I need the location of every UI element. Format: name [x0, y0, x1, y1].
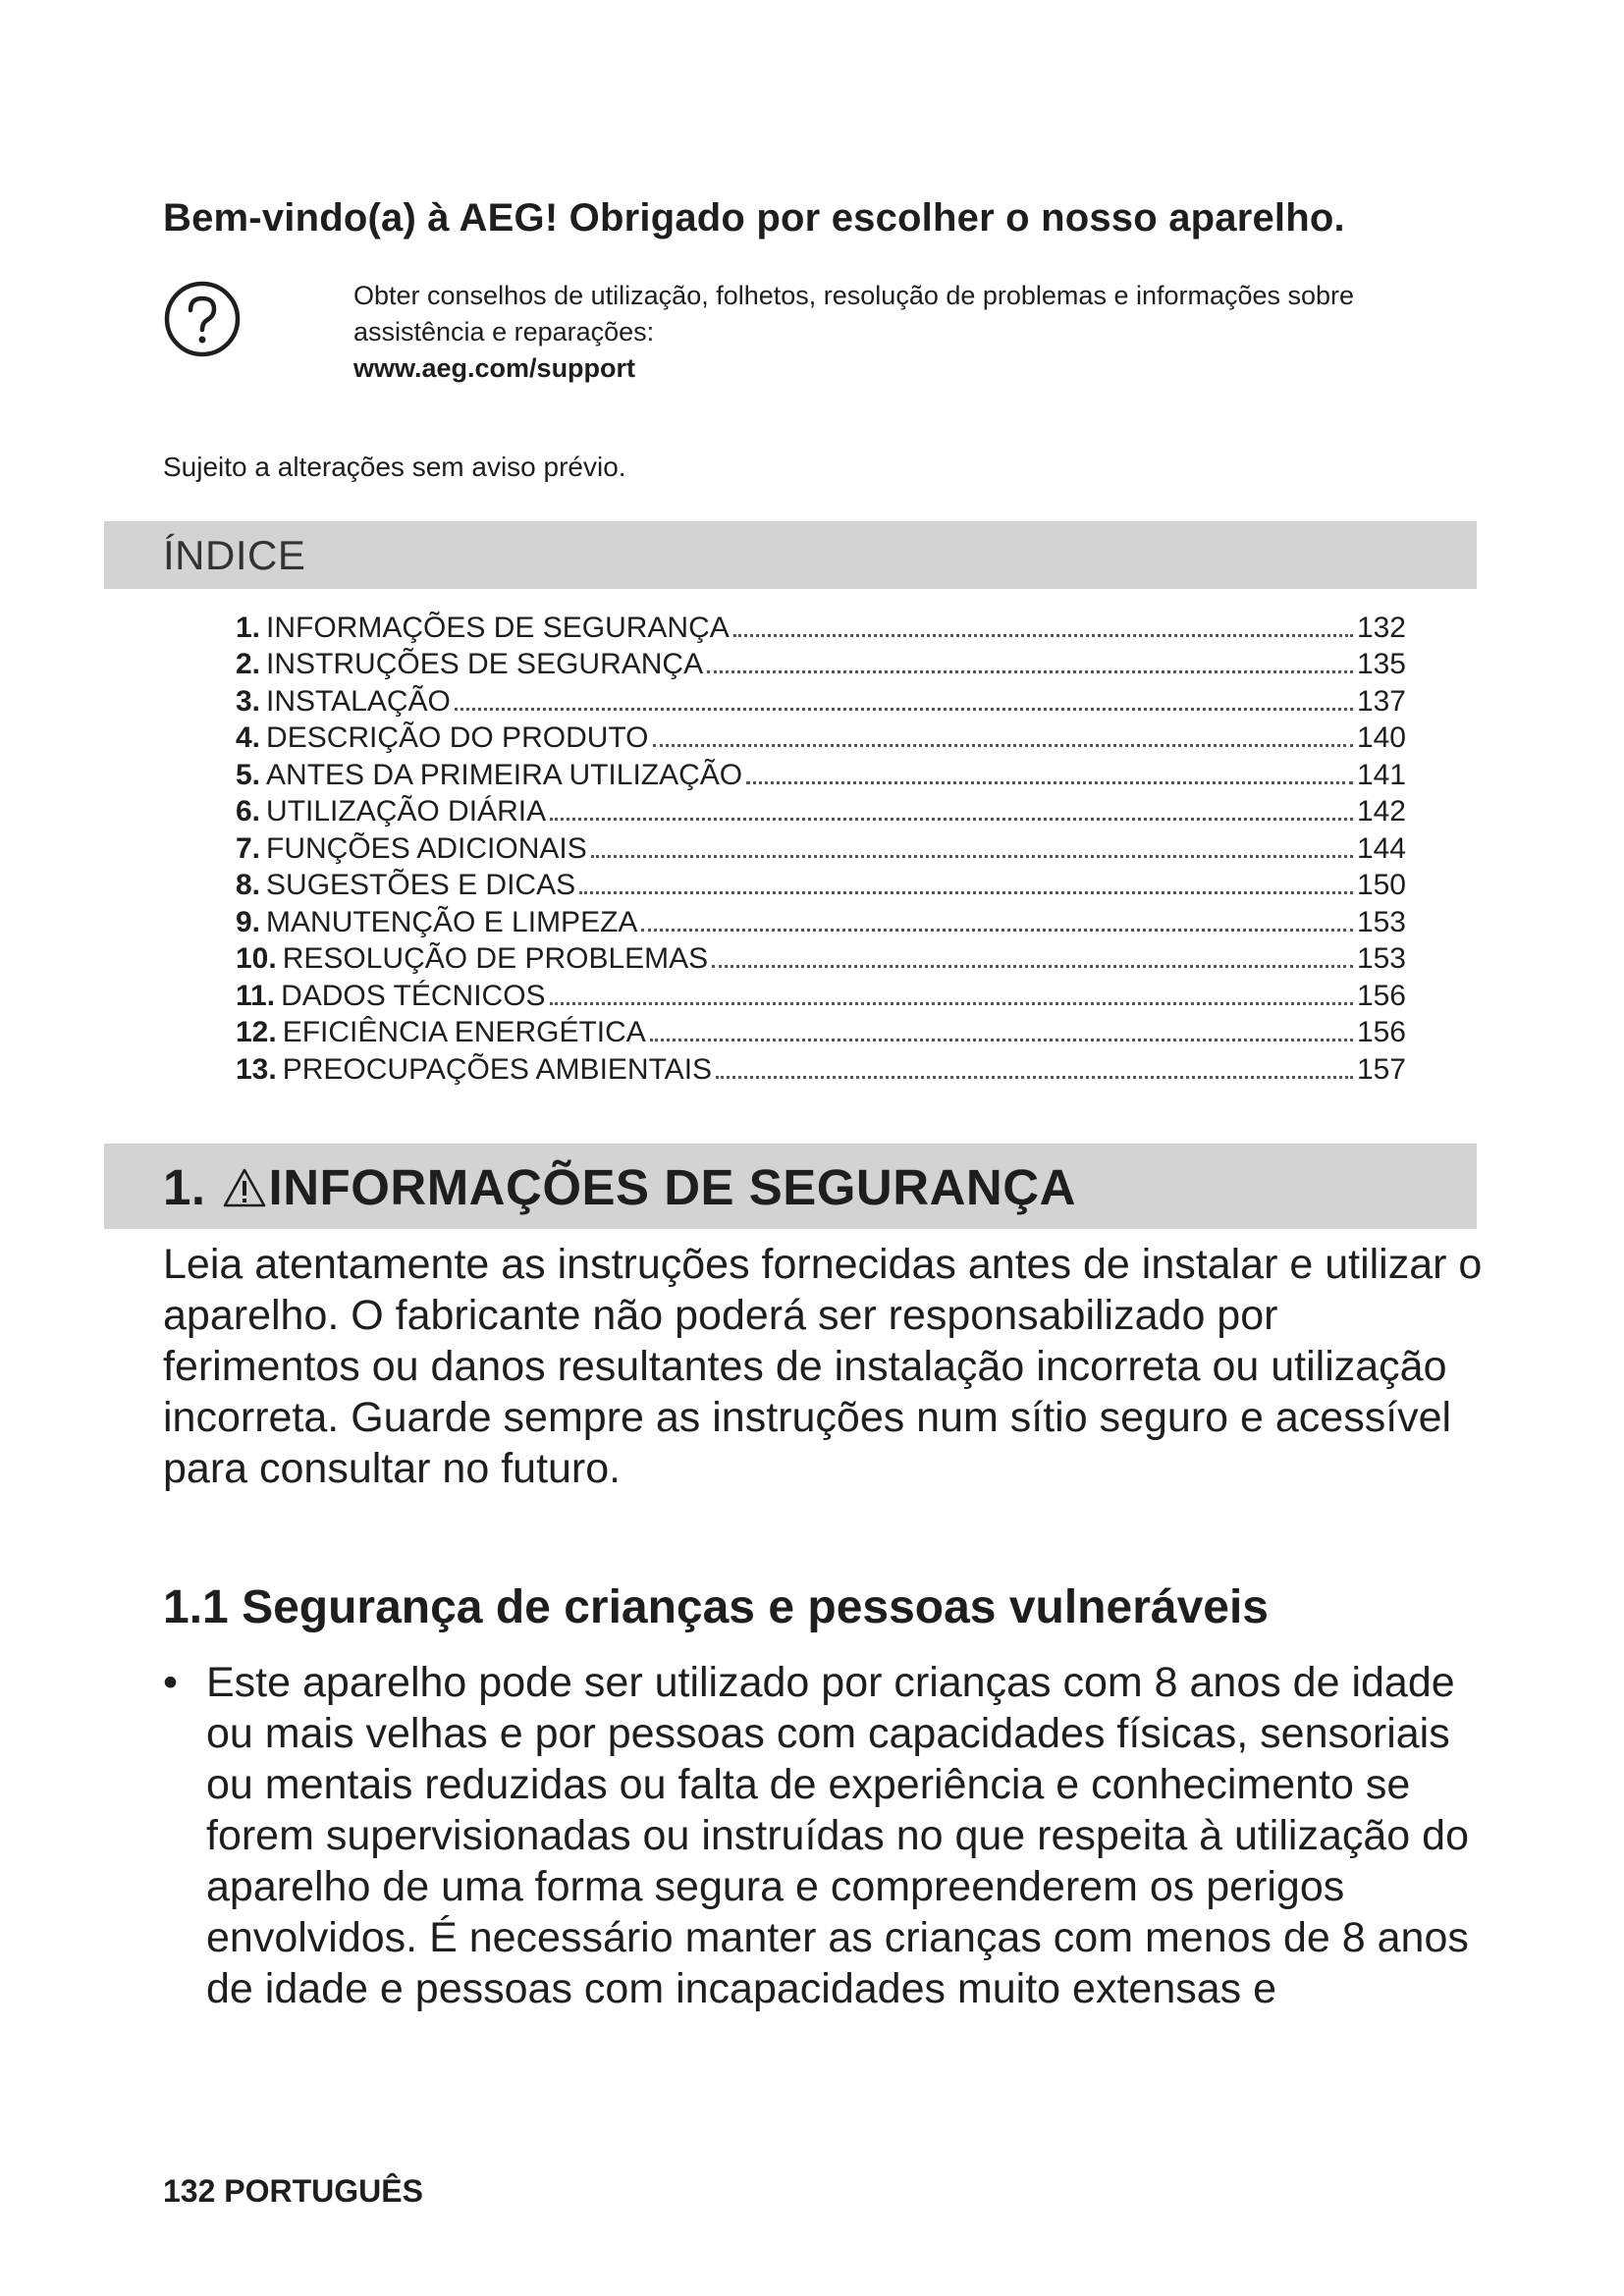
toc-leader — [712, 965, 1353, 968]
section-title — [163, 1158, 1076, 1216]
toc-entry[interactable] — [236, 682, 1406, 720]
toc-page: 144 — [1356, 831, 1406, 865]
question-circle-icon — [163, 280, 242, 358]
toc-leader — [653, 744, 1353, 747]
toc-label: INFORMAÇÕES DE SEGURANÇA — [266, 611, 730, 644]
section-title-text: INFORMAÇÕES DE SEGURANÇA — [268, 1159, 1076, 1215]
toc-number: 1. — [236, 611, 261, 644]
toc-label: DADOS TÉCNICOS — [281, 979, 546, 1012]
toc-page: 156 — [1356, 1016, 1406, 1048]
section-number: 1. — [163, 1159, 206, 1215]
toc-page: 153 — [1356, 942, 1406, 975]
change-notice: Sujeito a alterações sem aviso prévio. — [163, 452, 626, 482]
toc-label: MANUTENÇÃO E LIMPEZA — [266, 905, 638, 938]
toc-entry[interactable] — [236, 793, 1406, 830]
toc-label: FUNÇÕES ADICIONAIS — [266, 831, 587, 865]
bullet-text: Este aparelho pode ser utilizado por crianças com 8 anos de idade ou mais velhas e por pessoas com capacidades físicas, sensoriais ou mentais reduzidas ou falta de experiência e conhecimento se forem supervisionadas ou instruídas no que respeita à utilização do aparelho de uma forma segura e compreenderem os perigos envolvidos. É necessário manter as crianças com menos de 8 anos de idade e pessoas com incapacidades muito extensas e — [206, 1659, 1469, 2012]
toc-number: 3. — [236, 684, 261, 718]
toc-label: SUGESTÕES E DICAS — [266, 869, 576, 901]
toc-label: PREOCUPAÇÕES AMBIENTAIS — [282, 1052, 713, 1086]
support-info — [353, 278, 1473, 387]
toc-entry[interactable] — [236, 903, 1406, 940]
toc-page: 137 — [1356, 684, 1406, 718]
toc-leader — [650, 1039, 1353, 1041]
toc-label: UTILIZAÇÃO DIÁRIA — [266, 795, 547, 828]
warning-triangle-icon — [206, 1166, 269, 1209]
toc-page: 150 — [1356, 869, 1406, 901]
toc-entry[interactable] — [236, 646, 1406, 683]
toc-entry[interactable] — [236, 1014, 1406, 1051]
toc-label: RESOLUÇÃO DE PROBLEMAS — [282, 942, 709, 975]
toc-number: 11. — [236, 979, 276, 1012]
index-title: ÍNDICE — [163, 532, 306, 578]
toc-page: 156 — [1356, 979, 1406, 1012]
toc-number: 9. — [236, 905, 261, 938]
toc-leader — [579, 891, 1353, 894]
support-text: Obter conselhos de utilização, folhetos, resolução de problemas e informações sobre assistência e reparações: — [353, 281, 1355, 347]
toc-leader — [716, 1076, 1353, 1079]
toc-number: 7. — [236, 831, 261, 865]
toc-page: 140 — [1356, 721, 1406, 754]
toc-leader — [591, 855, 1353, 858]
subsection-title: 1.1 Segurança de crianças e pessoas vulneráveis — [163, 1581, 1269, 1633]
toc-entry[interactable] — [236, 609, 1406, 646]
toc-label: DESCRIÇÃO DO PRODUTO — [266, 721, 649, 754]
bullet-marker: • — [163, 1659, 179, 1706]
toc-number: 5. — [236, 758, 261, 791]
page-footer: 132 PORTUGUÊS — [163, 2173, 423, 2209]
toc-page: 142 — [1356, 795, 1406, 828]
toc-leader — [550, 1002, 1353, 1005]
toc-number: 8. — [236, 869, 261, 901]
toc-label: INSTRUÇÕES DE SEGURANÇA — [266, 648, 704, 680]
toc-page: 135 — [1356, 648, 1406, 680]
toc-label: EFICIÊNCIA ENERGÉTICA — [282, 1016, 646, 1048]
index-header-band — [104, 521, 1477, 589]
toc-entry[interactable] — [236, 829, 1406, 867]
safety-intro-paragraph: Leia atentamente as instruções fornecidas antes de instalar e utilizar o aparelho. O fabricante não poderá ser responsabilizado por ferimentos ou danos resultantes de instalação incorreta ou utilização incorreta. Guarde sempre as instruções num sítio seguro e acessível para consultar no futuro. — [163, 1241, 1483, 1492]
toc-number: 6. — [236, 795, 261, 828]
toc-page: 157 — [1356, 1052, 1406, 1086]
table-of-contents — [236, 609, 1406, 1088]
welcome-heading: Bem-vindo(a) à AEG! Obrigado por escolher o nosso aparelho. — [163, 196, 1345, 240]
toc-number: 13. — [236, 1052, 277, 1086]
toc-label: ANTES DA PRIMEIRA UTILIZAÇÃO — [266, 758, 743, 791]
bullet-item — [163, 1657, 1484, 2014]
toc-page: 153 — [1356, 905, 1406, 938]
toc-leader — [707, 670, 1353, 673]
toc-entry[interactable] — [236, 720, 1406, 757]
toc-page: 132 — [1356, 611, 1406, 644]
toc-leader — [641, 929, 1353, 932]
toc-number: 2. — [236, 648, 261, 680]
toc-leader — [455, 708, 1353, 711]
toc-page: 141 — [1356, 758, 1406, 791]
toc-entry[interactable] — [236, 1050, 1406, 1088]
toc-leader — [550, 818, 1353, 821]
toc-number: 10. — [236, 942, 277, 975]
toc-leader — [746, 781, 1353, 784]
toc-entry[interactable] — [236, 977, 1406, 1014]
toc-entry[interactable] — [236, 940, 1406, 978]
toc-label: INSTALAÇÃO — [266, 684, 451, 718]
toc-number: 12. — [236, 1016, 277, 1048]
toc-entry[interactable] — [236, 867, 1406, 904]
toc-number: 4. — [236, 721, 261, 754]
toc-leader — [733, 634, 1353, 637]
support-link[interactable]: www.aeg.com/support — [353, 353, 636, 383]
toc-entry[interactable] — [236, 756, 1406, 793]
